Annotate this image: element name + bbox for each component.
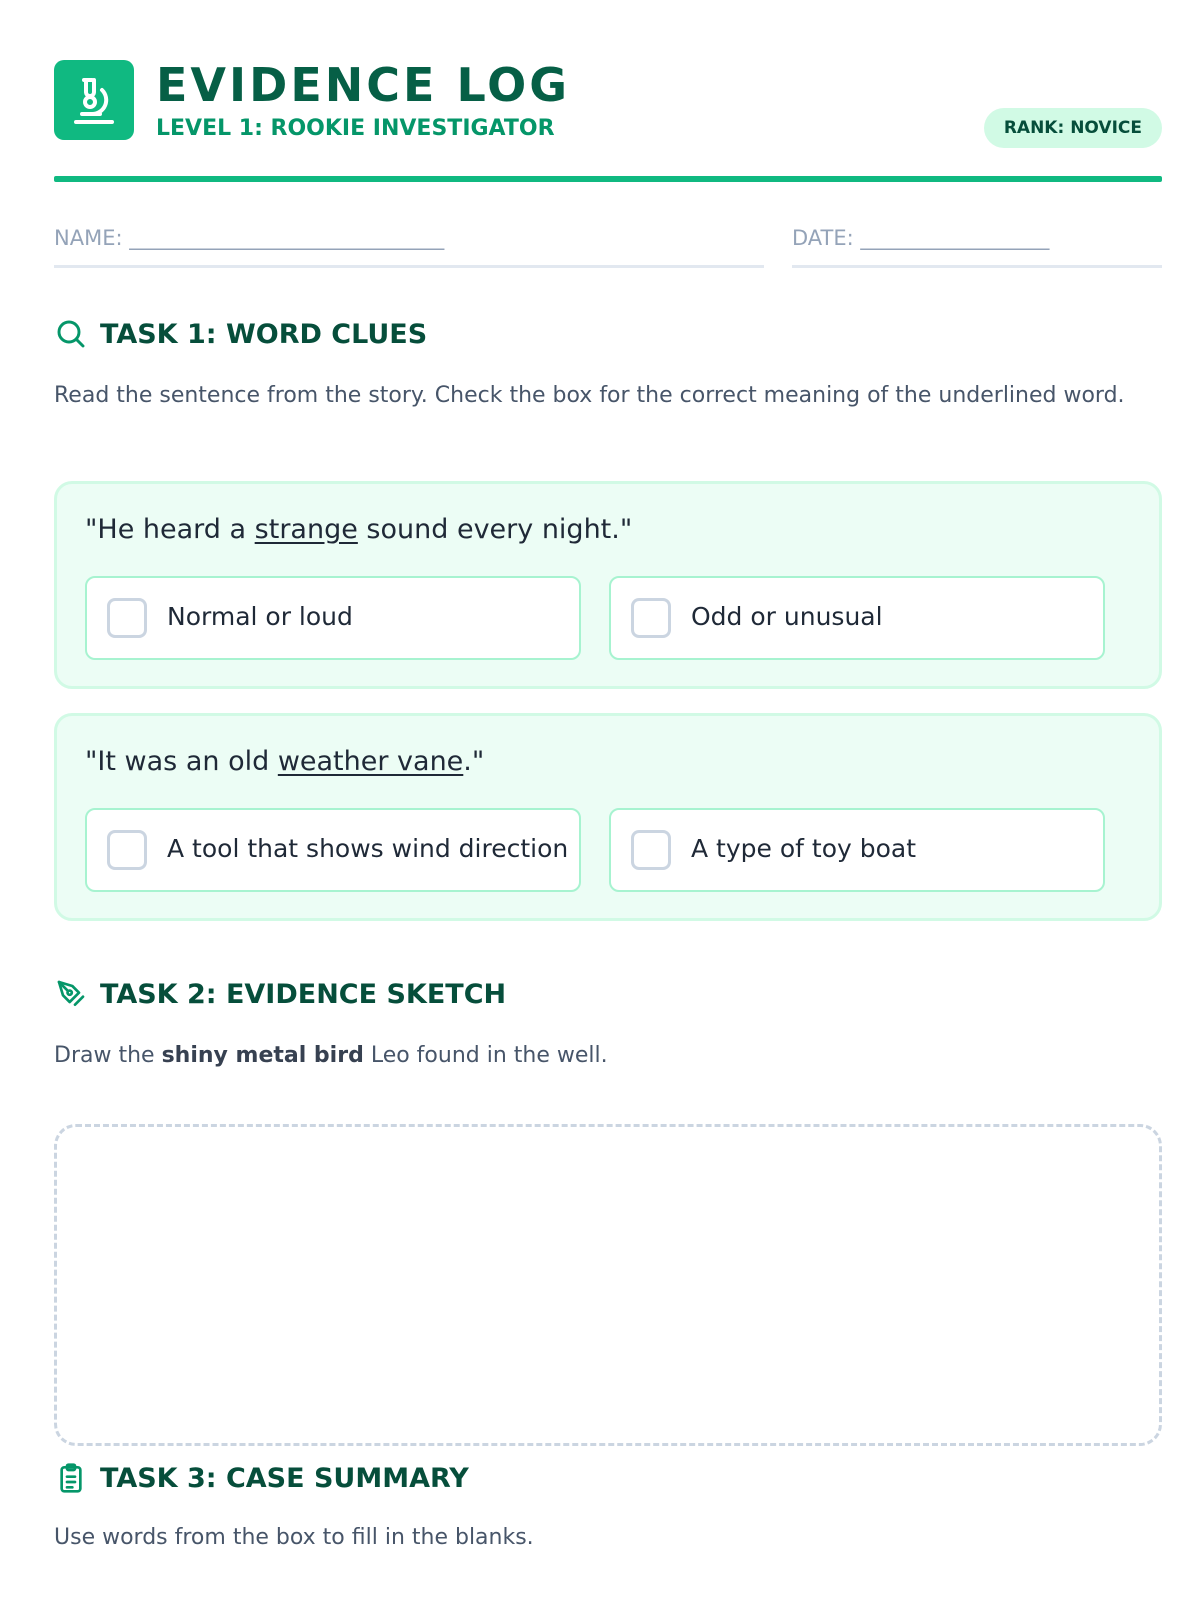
answer-option[interactable]	[609, 576, 1105, 660]
answer-label: A type of toy boat	[691, 834, 917, 863]
answer-label: Odd or unusual	[691, 602, 883, 631]
page-title: EVIDENCE LOG	[156, 58, 570, 112]
student-fields	[54, 222, 1162, 268]
checkbox[interactable]	[631, 598, 671, 638]
name-field[interactable]: NAME: ______________________________	[54, 222, 764, 268]
checkbox[interactable]	[631, 830, 671, 870]
instruction-part: Draw the	[54, 1043, 162, 1068]
underlined-word: strange	[254, 514, 358, 545]
task3-heading	[54, 1458, 469, 1498]
sketch-area[interactable]	[54, 1124, 1162, 1446]
answer-label: Normal or loud	[167, 602, 353, 631]
task2-title: TASK 2: EVIDENCE SKETCH	[100, 978, 507, 1010]
question-card-1	[54, 481, 1162, 689]
sentence-part: sound every night."	[357, 514, 633, 545]
question-sentence	[85, 514, 632, 545]
underlined-word: weather vane	[277, 746, 464, 777]
task1-title: TASK 1: WORD CLUES	[100, 318, 428, 350]
answer-label: A tool that shows wind direction	[167, 834, 569, 863]
page-header	[54, 60, 1162, 184]
pen-tool-icon	[54, 977, 88, 1011]
answer-option[interactable]	[85, 808, 581, 892]
header-divider	[54, 176, 1162, 182]
task2-heading	[54, 974, 506, 1014]
sentence-part: "He heard a	[85, 514, 255, 545]
checkbox[interactable]	[107, 598, 147, 638]
microscope-icon	[54, 60, 134, 140]
task1-instructions: Read the sentence from the story. Check the box for the correct meaning of the underlined word.	[54, 383, 1125, 408]
task2-instructions	[54, 1036, 1162, 1076]
task3-title: TASK 3: CASE SUMMARY	[100, 1462, 469, 1494]
task1-heading	[54, 314, 427, 354]
date-field[interactable]: DATE: __________________	[792, 222, 1162, 268]
instruction-part: Leo found in the well.	[363, 1043, 608, 1068]
checkbox[interactable]	[107, 830, 147, 870]
question-sentence	[85, 746, 484, 777]
question-card-2	[54, 713, 1162, 921]
sentence-part: "It was an old	[85, 746, 278, 777]
answer-option[interactable]	[85, 576, 581, 660]
instruction-bold: shiny metal bird	[161, 1043, 364, 1068]
magnifier-icon	[54, 317, 88, 351]
page-subtitle: LEVEL 1: ROOKIE INVESTIGATOR	[156, 116, 555, 141]
task3-instructions: Use words from the box to fill in the blanks.	[54, 1525, 534, 1550]
rank-badge: RANK: NOVICE	[984, 108, 1162, 148]
answer-option[interactable]	[609, 808, 1105, 892]
sentence-part: ."	[463, 746, 485, 777]
clipboard-icon	[54, 1461, 88, 1495]
